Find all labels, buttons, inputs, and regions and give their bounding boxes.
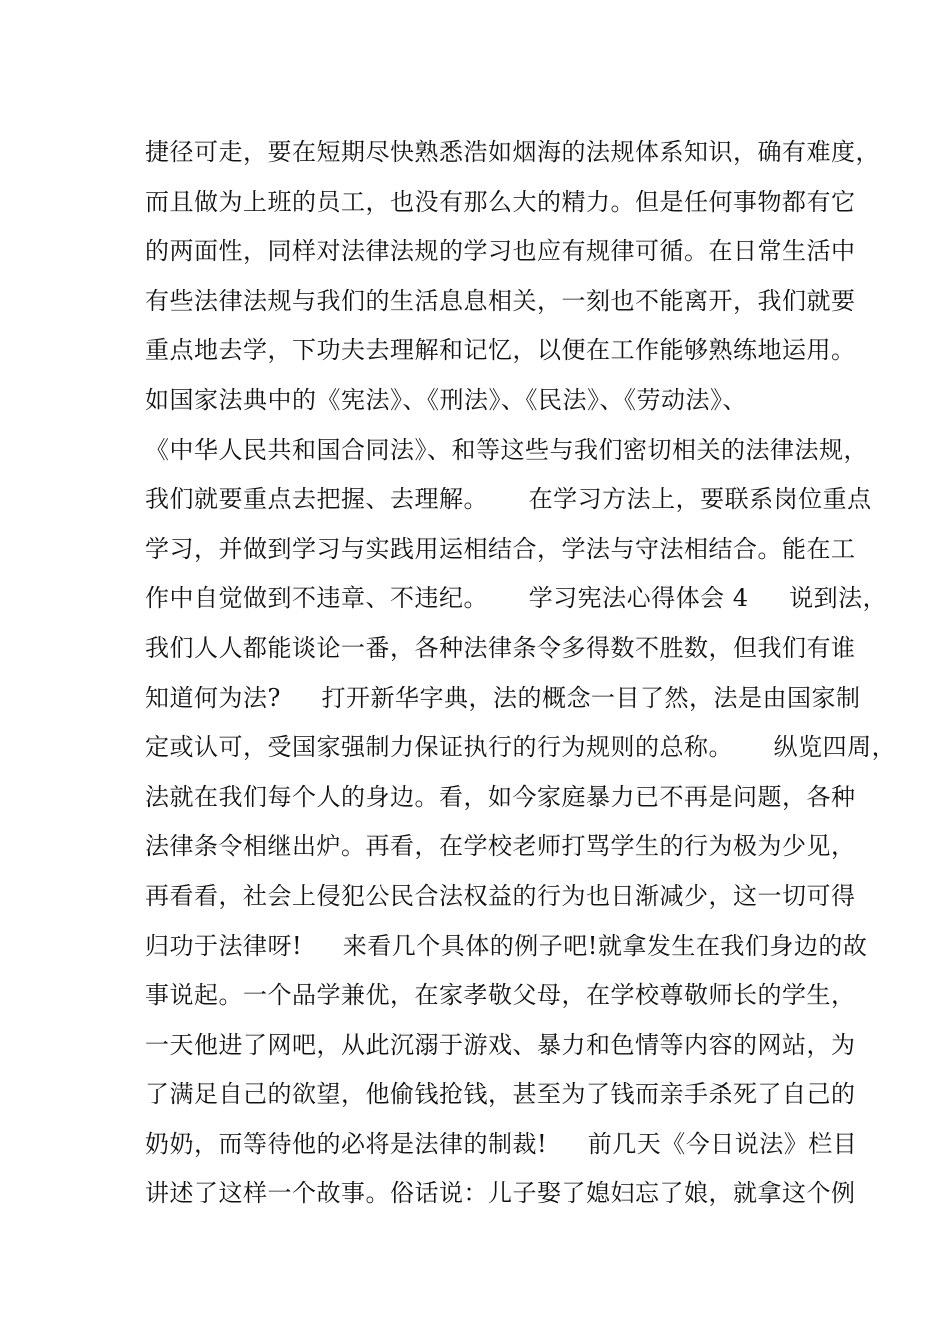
text-line-16: 再看看，社会上侵犯公民合法权益的行为也日渐减少，这一切可得	[145, 881, 856, 910]
text-line-19: 一天他进了网吧，从此沉溺于游戏、暴力和色情等内容的网站，为	[145, 1030, 856, 1059]
body-text	[145, 128, 897, 1219]
text-line-5: 重点地去学，下功夫去理解和记忆，以便在工作能够熟练地运用。	[145, 336, 856, 365]
text-line-3: 的两面性，同样对法律法规的学习也应有规律可循。在日常生活中	[145, 237, 856, 266]
text-line-10: 作中自觉做到不违章、不违纪。 学习宪法心得体会 4 说到法，	[145, 584, 888, 613]
text-line-17: 归功于法律呀! 来看几个具体的例子吧!就拿发生在我们身边的故	[145, 931, 868, 960]
text-line-6: 如国家法典中的《宪法》、《刑法》、《民法》、《劳动法》、	[145, 385, 747, 414]
text-line-11: 我们人人都能谈论一番，各种法律条令多得数不胜数，但我们有谁	[145, 633, 856, 662]
text-line-13: 定或认可，受国家强制力保证执行的行为规则的总称。 纵览四周，	[145, 733, 897, 762]
text-line-20: 了满足自己的欲望，他偷钱抢钱，甚至为了钱而亲手杀死了自己的	[145, 1080, 856, 1109]
text-line-18: 事说起。一个品学兼优，在家孝敬父母，在学校尊敬师长的学生，	[145, 981, 856, 1010]
text-line-22: 讲述了这样一个故事。俗话说：儿子娶了媳妇忘了娘，就拿这个例	[145, 1179, 856, 1208]
text-line-7: 《中华人民共和国合同法》、和等这些与我们密切相关的法律法规，	[145, 435, 868, 464]
text-line-1: 捷径可走，要在短期尽快熟悉浩如烟海的法规体系知识，确有难度，	[145, 138, 880, 166]
text-line-21: 奶奶，而等待他的必将是法律的制裁! 前几天《今日说法》栏目	[145, 1129, 858, 1158]
text-line-2: 而且做为上班的员工，也没有那么大的精力。但是任何事物都有它	[145, 187, 856, 216]
text-line-15: 法律条令相继出炉。再看，在学校老师打骂学生的行为极为少见，	[145, 832, 856, 861]
text-line-14: 法就在我们每个人的身边。看，如今家庭暴力已不再是问题，各种	[145, 782, 856, 811]
text-line-9: 学习，并做到学习与实践用运相结合，学法与守法相结合。能在工	[145, 534, 856, 563]
text-line-8: 我们就要重点去把握、去理解。 在学习方法上，要联系岗位重点	[145, 485, 872, 514]
text-line-4: 有些法律法规与我们的生活息息相关，一刻也不能离开，我们就要	[145, 286, 856, 315]
text-line-12: 知道何为法? 打开新华字典，法的概念一目了然，法是由国家制	[145, 683, 861, 712]
